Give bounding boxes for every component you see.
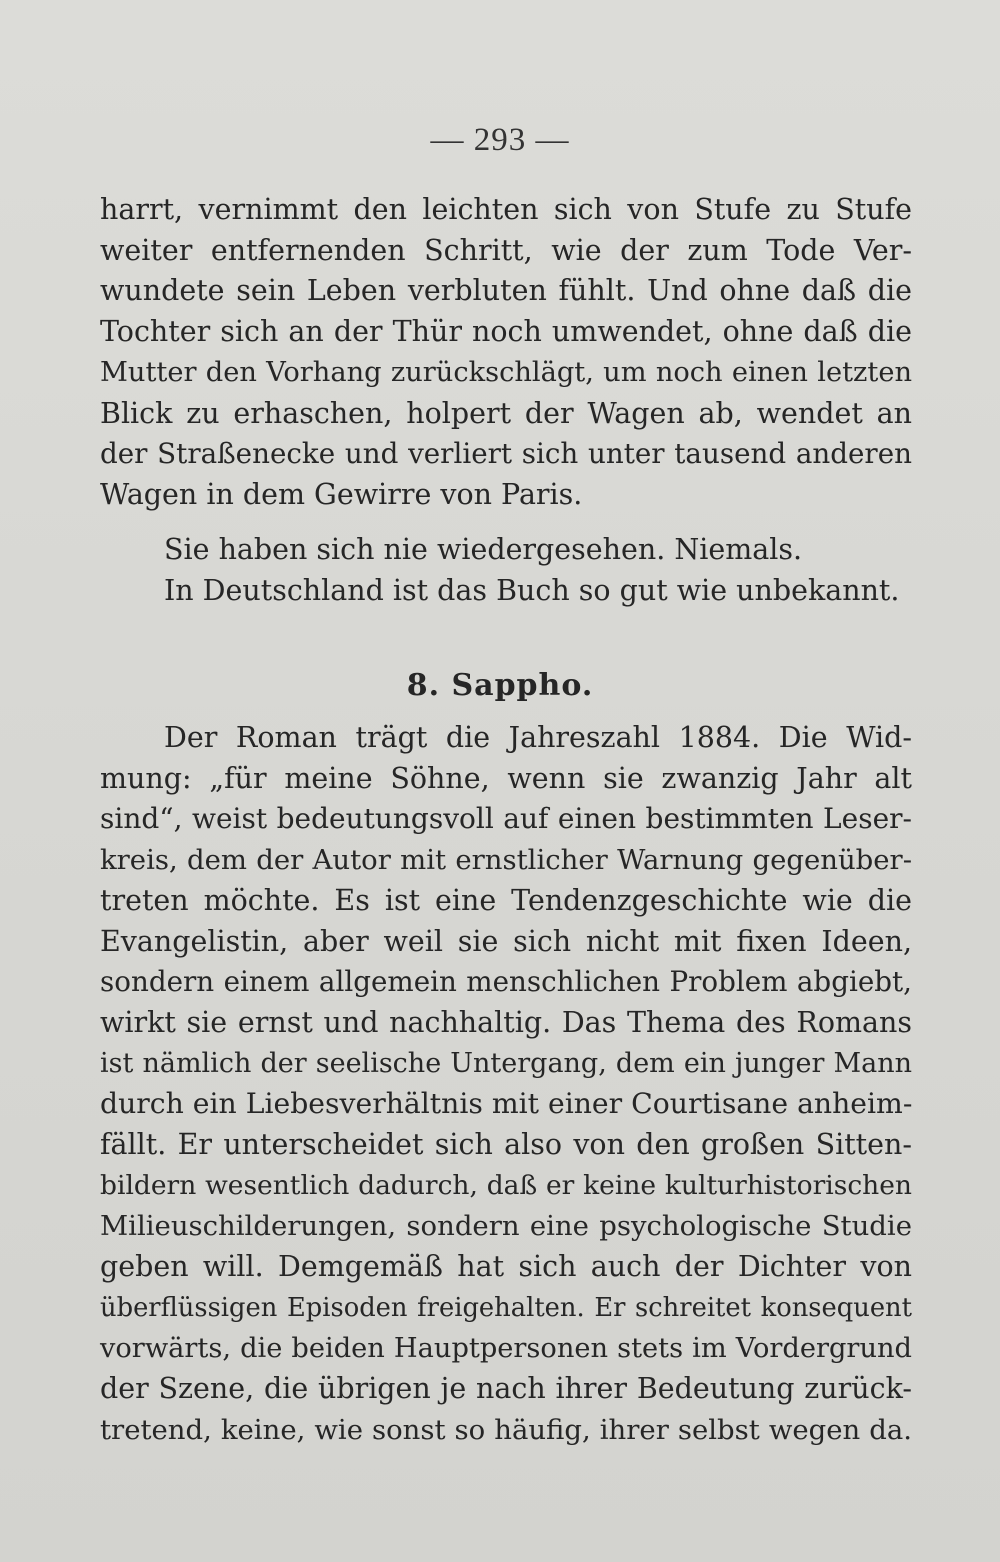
text-line: kreis, dem der Autor mit ernstlicher Warnung gegenüber- — [100, 844, 912, 877]
text-line: sondern einem allgemein menschlichen Problem abgiebt, — [100, 965, 912, 999]
text-line: weiter entfernenden Schritt, wie der zum Tode Ver- — [100, 233, 912, 267]
text-line: Evangelistin, aber weil sie sich nicht mit fixen Ideen, — [100, 924, 912, 958]
text-line: sind“, weist bedeutungsvoll auf einen bestimmten Leser- — [100, 802, 912, 836]
text-line: mung: „für meine Söhne, wenn sie zwanzig Jahr alt — [100, 761, 912, 795]
text-line: Milieuschilderungen, sondern eine psychologische Studie — [100, 1210, 912, 1243]
text-line: harrt, vernimmt den leichten sich von Stufe zu Stufe — [100, 193, 912, 226]
text-line: wirkt sie ernst und nachhaltig. Das Thema des Romans — [100, 1005, 912, 1039]
text-line: geben will. Demgemäß hat sich auch der Dichter von — [100, 1250, 912, 1284]
paragraph-2-3 — [100, 530, 912, 611]
text-line: vorwärts, die beiden Hauptpersonen stets im Vordergrund — [100, 1332, 912, 1364]
text-line: der Straßenecke und verliert sich unter tausend anderen — [100, 437, 912, 471]
text-line: Blick zu erhaschen, holpert der Wagen ab, wendet an — [100, 396, 912, 430]
text-line: bildern wesentlich dadurch, daß er keine kulturhistorischen — [100, 1169, 912, 1201]
text-line: In Deutschland ist das Buch so gut wie unbekannt. — [164, 573, 900, 607]
text-line: der Szene, die übrigen je nach ihrer Bedeutung zurück- — [100, 1372, 912, 1406]
text-line: Wagen in dem Gewirre von Paris. — [100, 477, 583, 511]
text-line: tretend, keine, wie sonst so häufig, ihrer selbst wegen da. — [100, 1413, 912, 1446]
text-line: Sie haben sich nie wiedergesehen. Niemals. — [164, 533, 803, 566]
text-line: fällt. Er unterscheidet sich also von den großen Sitten- — [100, 1128, 912, 1162]
text-line: ist nämlich der seelische Untergang, dem ein junger Mann — [100, 1047, 912, 1079]
paragraph-4 — [100, 718, 912, 1451]
text-line: Mutter den Vorhang zurückschlägt, um noch einen letzten — [100, 356, 912, 388]
text-line: Tochter sich an der Thür noch umwendet, ohne daß die — [100, 315, 912, 349]
text-line: treten möchte. Es ist eine Tendenzgeschichte wie die — [100, 883, 912, 917]
text-line: wundete sein Leben verbluten fühlt. Und ohne daß die — [100, 274, 912, 308]
text-line: durch ein Liebesverhältnis mit einer Courtisane anheim- — [100, 1087, 913, 1121]
text-line: Der Roman trägt die Jahreszahl 1884. Die Wid- — [164, 721, 912, 754]
text-line: überflüssigen Episoden freigehalten. Er schreitet konsequent — [100, 1292, 912, 1323]
paragraph-1 — [100, 190, 912, 516]
section-heading: 8. Sappho. — [406, 668, 594, 703]
page-number: — 293 — — [430, 122, 570, 158]
